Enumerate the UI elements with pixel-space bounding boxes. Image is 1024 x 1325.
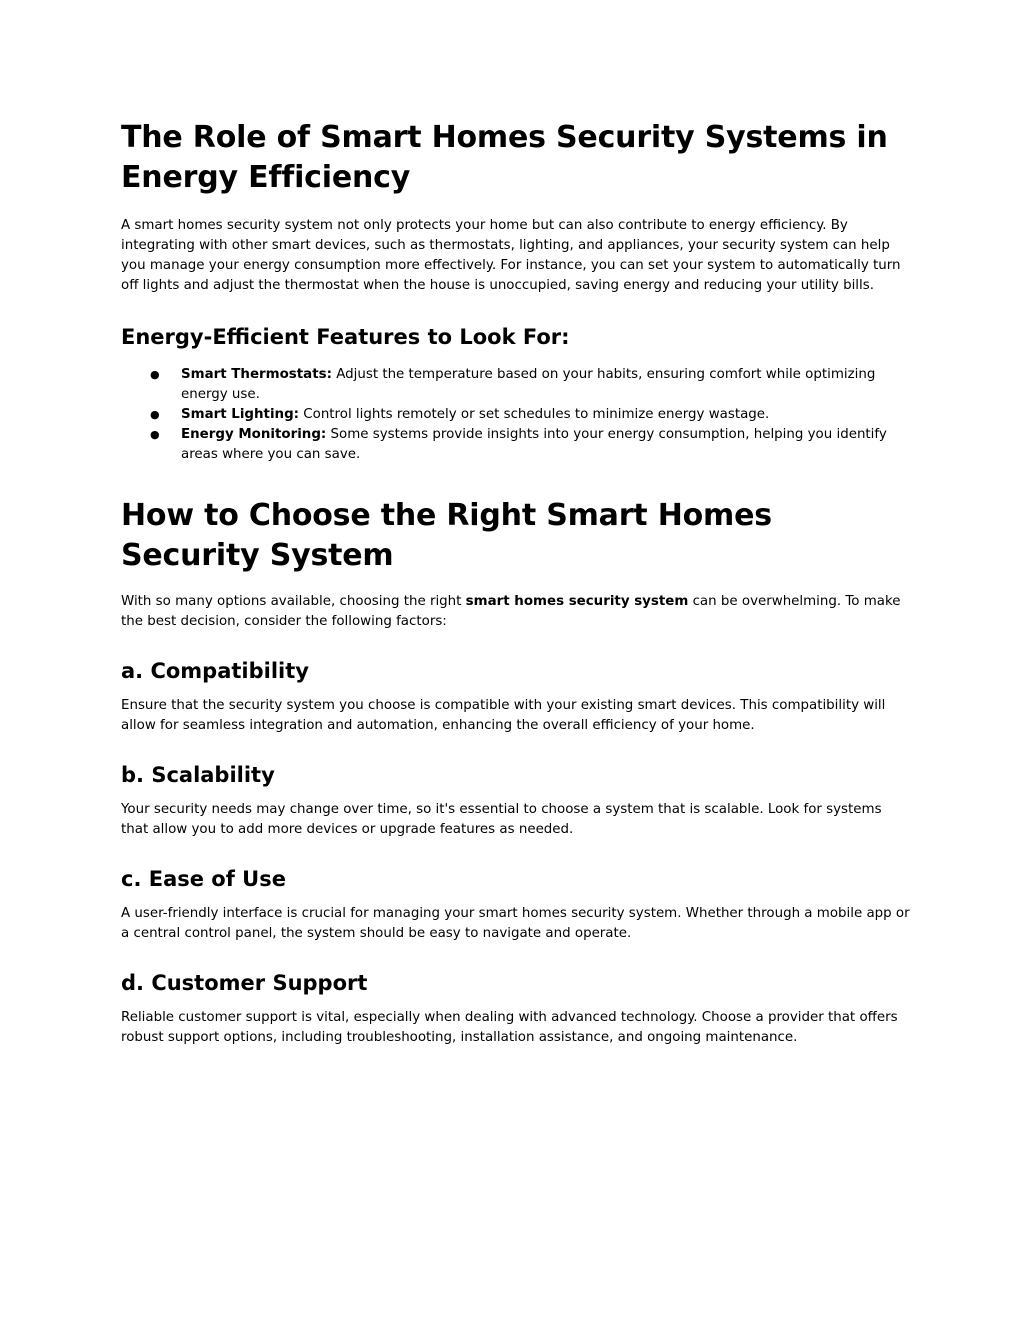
- factor-heading-customer-support: d. Customer Support: [121, 971, 368, 995]
- feature-item-energy-monitoring: [121, 425, 911, 465]
- energy-efficiency-paragraph: A smart homes security system not only protects your home but can also contribute to energy efficiency. By integrating with other smart devices, such as thermostats, lighting, and appliances, your security system can help you manage your energy consumption more effectively. For instance, you can set your system to automatically turn off lights and adjust the thermostat when the house is unoccupied, saving energy and reducing your utility bills.: [121, 218, 901, 293]
- feature-label: Smart Lighting:: [181, 407, 300, 422]
- intro-text-after: can be overwhelming. To make the best decision, consider the following factors:: [121, 594, 901, 629]
- section-title-how-to-choose: How to Choose the Right Smart Homes Security System: [121, 498, 772, 573]
- factor-text-customer-support: Reliable customer support is vital, especially when dealing with advanced technology. Choose a provider that offers robust support options, including troubleshooting, installation assistance, and ongoing maintenance.: [121, 1010, 898, 1045]
- section-title-energy-efficiency: The Role of Smart Homes Security Systems in Energy Efficiency: [121, 120, 888, 195]
- factor-heading-scalability: b. Scalability: [121, 763, 275, 787]
- features-list: [121, 365, 911, 465]
- intro-bold-keyword: smart homes security system: [465, 594, 689, 609]
- bullet-icon: ●: [150, 368, 160, 381]
- feature-text: Adjust the temperature based on your habits, ensuring comfort while optimizing energy use.: [181, 367, 876, 402]
- document-page: [121, 118, 911, 1048]
- how-to-choose-intro: [121, 592, 911, 632]
- feature-item-smart-lighting: [121, 405, 911, 425]
- feature-item-smart-thermostats: [121, 365, 911, 405]
- bullet-icon: ●: [150, 408, 160, 421]
- factor-text-ease-of-use: A user-friendly interface is crucial for managing your smart homes security system. Whether through a mobile app or a central control panel, the system should be easy to navigate and operate.: [121, 906, 910, 941]
- bullet-icon: ●: [150, 428, 160, 441]
- feature-label: Smart Thermostats:: [181, 367, 332, 382]
- factor-heading-ease-of-use: c. Ease of Use: [121, 867, 286, 891]
- intro-text-before: With so many options available, choosing the right: [121, 594, 466, 609]
- factor-text-scalability: Your security needs may change over time, so it's essential to choose a system that is scalable. Look for systems that allow you to add more devices or upgrade features as needed.: [121, 802, 882, 837]
- features-heading: Energy-Efficient Features to Look For:: [121, 325, 570, 349]
- feature-label: Energy Monitoring:: [181, 427, 327, 442]
- feature-text: Control lights remotely or set schedules to minimize energy wastage.: [299, 407, 770, 422]
- factor-text-compatibility: Ensure that the security system you choose is compatible with your existing smart devices. This compatibility will allow for seamless integration and automation, enhancing the overall efficiency of your home.: [121, 698, 886, 733]
- feature-text: Some systems provide insights into your energy consumption, helping you identify areas where you can save.: [181, 427, 887, 462]
- factor-heading-compatibility: a. Compatibility: [121, 659, 309, 683]
